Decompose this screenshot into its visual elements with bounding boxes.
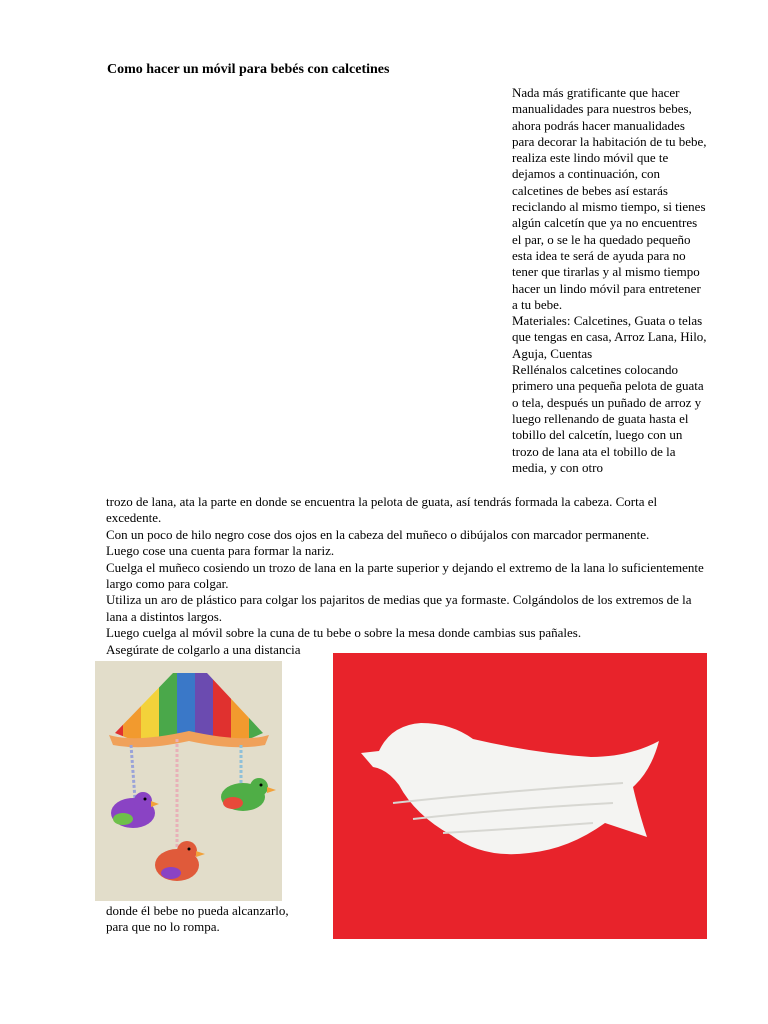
filling-paragraph: Rellénalos calcetines colocando primero una pequeña pelota de guata o tela, después un puñado de arroz y luego rellenando de guata hasta el tobillo del calcetín, luego con un trozo de lana ata el tobillo de la media, y con otro (512, 362, 704, 475)
body-paragraph: Utiliza un aro de plástico para colgar los pajaritos de medias que ya formaste. Colgándolos de los extremos de la lana a distintos largos. (106, 592, 692, 624)
intro-column (512, 85, 707, 476)
caption-line: para que no lo rompa. (106, 919, 220, 935)
body-paragraph: Asegúrate de colgarlo a una distancia (106, 641, 301, 657)
instructions-body (106, 494, 706, 658)
body-paragraph: Luego cose una cuenta para formar la nariz. (106, 543, 335, 559)
intro-paragraph: Nada más gratificante que hacer manualidades para nuestros bebes, ahora podrás hacer manualidades para decorar la habitación de tu bebe, realiza este lindo móvil que te dejamos a continuación, con calcetines de bebes así estarás reciclando al mismo tiempo, si tienes algún calcetín que ya no encuentres el par, o se le ha quedado pequeño esta idea te será de ayuda para no tener que tirarlas y al mismo tiempo hacer un lindo móvil para entretener a tu bebe. (512, 85, 707, 312)
caption-line: donde él bebe no pueda alcanzarlo, (106, 903, 289, 918)
sock-birds-mobile-photo (95, 661, 282, 901)
body-paragraph: Con un poco de hilo negro cose dos ojos en la cabeza del muñeco o dibújalos con marcador permanente. (106, 526, 650, 542)
bird-cutout-photo (333, 653, 707, 939)
body-paragraph: trozo de lana, ata la parte en donde se encuentra la pelota de guata, así tendrás formada la cabeza. Corta el excedente. (106, 494, 658, 526)
image-caption (106, 903, 326, 936)
document-title: Como hacer un móvil para bebés con calcetines (107, 62, 390, 77)
body-paragraph: Luego cuelga al móvil sobre la cuna de tu bebe o sobre la mesa donde cambias sus pañales. (106, 625, 582, 641)
materials-paragraph: Materiales: Calcetines, Guata o telas que tengas en casa, Arroz Lana, Hilo, Aguja, Cuentas (512, 313, 707, 361)
body-paragraph: Cuelga el muñeco cosiendo un trozo de lana en la parte superior y dejando el extremo de la lana lo suficientemente largo como para colgar. (106, 559, 704, 592)
